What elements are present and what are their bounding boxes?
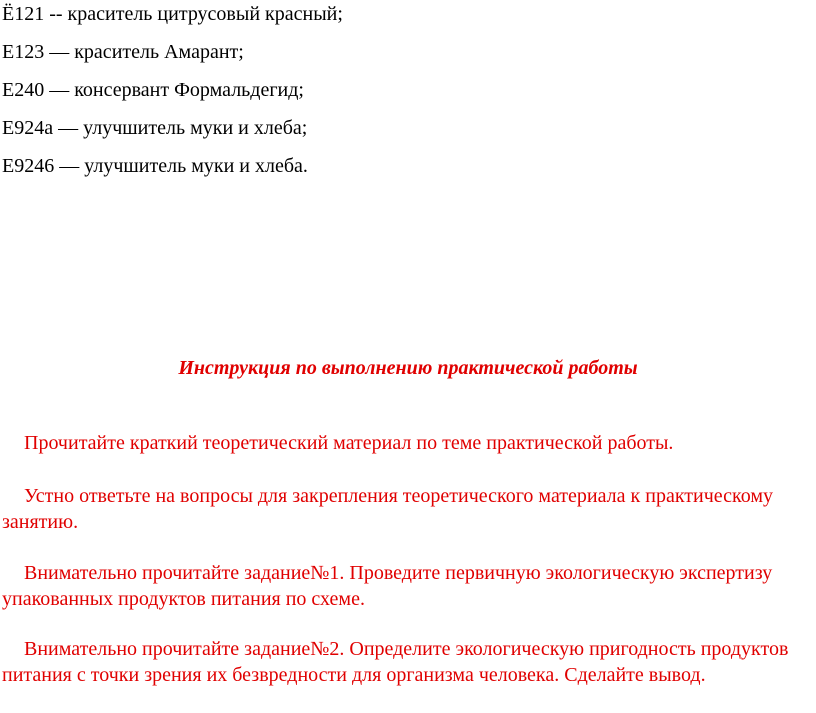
instruction-step-3: Внимательно прочитайте задание№1. Проведите первичную экологическую экспертизу упакованных продуктов питания по схеме.: [2, 562, 773, 610]
instruction-step-1: Прочитайте краткий теоретический материал по теме практической работы.: [24, 432, 674, 454]
instructions-title: Инструкция по выполнению практической работы: [178, 357, 638, 379]
additive-item: Е123 — краситель Амарант;: [2, 41, 244, 63]
additive-item: Е9246 — улучшитель муки и хлеба.: [2, 155, 308, 177]
additive-item: Е924а — улучшитель муки и хлеба;: [2, 117, 308, 139]
additive-item: Ё121 -- краситель цитрусовый красный;: [2, 3, 343, 25]
instruction-step-2: Устно ответьте на вопросы для закрепления теоретического материала к практическому занятию.: [2, 485, 774, 533]
additive-item: Е240 — консервант Формальдегид;: [2, 79, 304, 101]
additives-list: [2, 0, 343, 190]
instruction-step-4: Внимательно прочитайте задание№2. Определите экологическую пригодность продуктов питания с точки зрения их безвредности для организма человека. Сделайте вывод.: [2, 638, 789, 686]
